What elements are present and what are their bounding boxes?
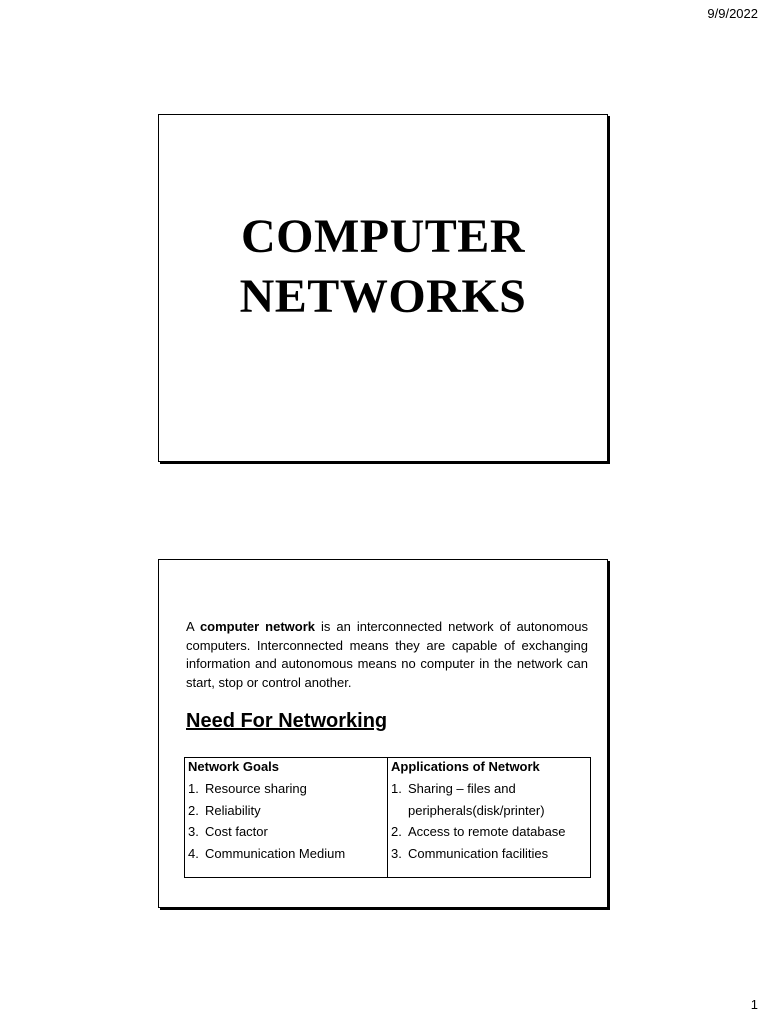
item-text: Communication facilities xyxy=(408,845,549,861)
para-bold-term: computer network xyxy=(199,619,316,634)
list-item xyxy=(188,800,384,822)
list-item xyxy=(188,778,384,800)
item-text: Cost factor xyxy=(205,824,268,839)
page-number: 1 xyxy=(750,997,758,1012)
slide-definition xyxy=(158,559,608,908)
table-header-goals: Network Goals xyxy=(185,758,388,778)
item-number: 1. xyxy=(391,781,402,796)
print-date: 9/9/2022 xyxy=(707,6,758,21)
list-item xyxy=(391,843,587,865)
item-text: Communication Medium xyxy=(205,845,346,861)
para-start: A xyxy=(186,619,200,634)
applications-cell xyxy=(388,777,591,878)
slide-title xyxy=(158,114,608,462)
item-number: 3. xyxy=(188,824,199,839)
item-text: Resource sharing xyxy=(205,781,307,796)
title-line-1: COMPUTER xyxy=(241,210,525,263)
list-item xyxy=(391,778,587,821)
goals-list xyxy=(188,778,384,864)
item-text: Access to remote database xyxy=(408,824,566,839)
table-header-applications: Applications of Network xyxy=(388,758,591,778)
list-item xyxy=(391,821,587,843)
item-number: 1. xyxy=(188,781,199,796)
item-text: Sharing – files and peripherals(disk/printer) xyxy=(408,781,545,818)
networking-table xyxy=(184,757,591,878)
list-item xyxy=(188,821,384,843)
item-number: 3. xyxy=(391,845,402,861)
goals-cell xyxy=(185,777,388,878)
item-number: 2. xyxy=(391,824,402,839)
applications-list xyxy=(391,778,587,864)
item-number: 4. xyxy=(188,845,199,861)
item-text: Reliability xyxy=(205,802,261,818)
definition-paragraph xyxy=(186,618,588,692)
list-item xyxy=(188,843,384,865)
slide-title-heading xyxy=(159,207,607,327)
item-number: 2. xyxy=(188,802,199,818)
title-line-2: NETWORKS xyxy=(239,270,527,323)
para-rest: is an interconnected network of autonomous computers. Interconnected means they are capable of exchanging information and autonomous means no computer in the network can start, stop or control another. xyxy=(186,619,588,690)
section-heading: Need For Networking xyxy=(186,710,388,732)
